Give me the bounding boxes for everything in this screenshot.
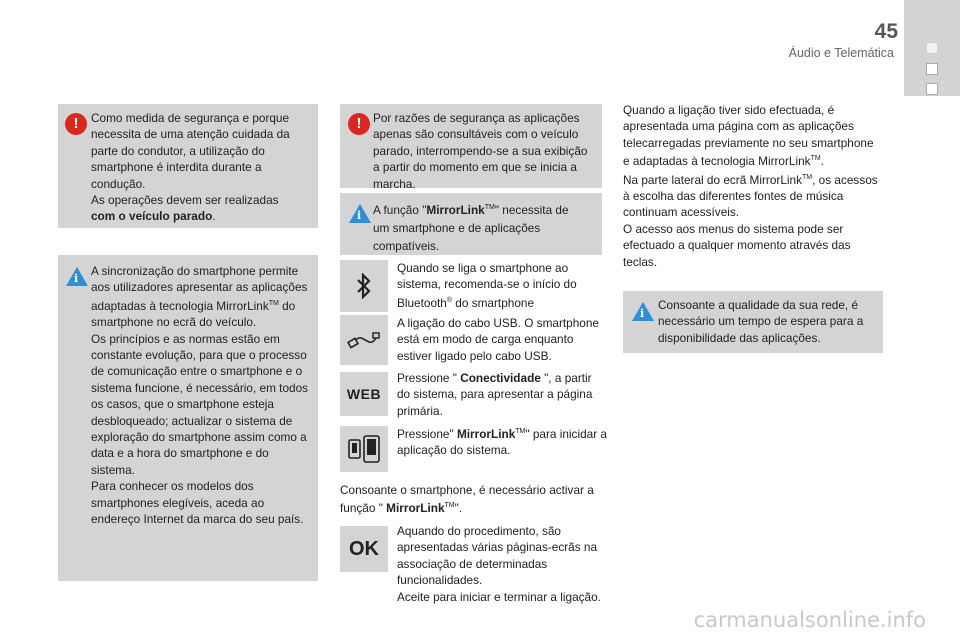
warning-text: Como medida de segurança e porque necessita de uma atenção cuidada da parte do condutor, a utilização do smartphone é interdita durante a condução. As operações devem ser realizadas com o veículo parado. <box>91 111 290 224</box>
page-number: 45 <box>874 20 898 43</box>
side-box-3 <box>926 83 938 95</box>
warning-box-driving <box>58 104 318 228</box>
bluetooth-icon <box>357 273 371 299</box>
mirrorlink-text: Pressione" MirrorLink™" para inicidar a aplicação do sistema. <box>397 426 607 458</box>
info-icon: i <box>349 204 371 223</box>
web-text: Pressione " Conectividade ", a partir do sistema, para apresentar a página primária. <box>397 371 593 418</box>
warning-icon: ! <box>65 113 87 135</box>
info-sync-text: A sincronização do smartphone permite aos utilizadores apresentar as aplicações adaptadas à tecnologia MirrorLink™ do smartphone no ecrã do veículo. Os princípios e as normas estão em constante evolução, para que o processo de comunicação entre o smartphone e o sistema funcione, é necessário, em todos os casos, que o smartphone esteja desbloqueado; actualizar o sistema de exploração do smartphone assim como a data e a hora do smartphone e do sistema. Para conhecer os modelos dos smartphones elegíveis, aceda ao endereço Internet da marca do seu país. <box>91 264 309 527</box>
info-network-text: Consoante a qualidade da sua rede, é necessário um tempo de espera para a disponibilidade das aplicações. <box>658 298 864 345</box>
info-box-mirrorlink <box>340 193 602 255</box>
info-box-network <box>623 291 883 353</box>
side-box-1 <box>926 42 938 54</box>
connected-text: Quando a ligação tiver sido efectuada, é apresentada uma página com as aplicações telecarregadas previamente no seu smartphone e adaptadas à tecnologia MirrorLink™. Na parte lateral do ecrã MirrorLink™, os acessos à escolha das diferentes fontes de música continuam acessíveis. O acesso aos menus do sistema pode ser efectuado a qualquer momento através das teclas. <box>623 103 878 269</box>
bluetooth-text: Quando se liga o smartphone ao sistema, recomenda-se o início do Bluetooth® do smartphone <box>397 261 577 310</box>
bluetooth-tile <box>340 260 388 312</box>
info-mirrorlink-text: A função "MirrorLink™" necessita de um smartphone e de aplicações compatíveis. <box>373 202 569 253</box>
ok-tile <box>340 526 388 572</box>
info-icon: i <box>632 302 654 321</box>
item-web <box>340 370 610 422</box>
ok-label: OK <box>349 537 379 560</box>
usb-text: A ligação do cabo USB. O smartphone está em modo de carga enquanto estiver ligado pelo cabo USB. <box>397 316 599 363</box>
mirrorlink-icon <box>347 434 381 464</box>
item-mirrorlink <box>340 424 610 476</box>
warning-apps-text: Por razões de segurança as aplicações apenas são consultáveis com o veículo parado, interrompendo-se a sua exibição a partir do momento em que se inicia a marcha. <box>373 111 588 191</box>
mirrorlink-tile <box>340 426 388 472</box>
usb-cable-icon <box>347 328 381 352</box>
warning-box-apps <box>340 104 602 191</box>
ok-text: Aquando do procedimento, são apresentadas várias páginas-ecrãs na associação de determinadas funcionalidades. Aceite para iniciar e terminar a ligação. <box>397 524 601 604</box>
web-label: WEB <box>346 386 382 402</box>
item-usb <box>340 315 610 370</box>
usb-tile <box>340 315 388 365</box>
section-title: Áudio e Telemática <box>788 46 894 60</box>
watermark: carmanualsonline.info <box>693 608 926 632</box>
info-box-sync <box>58 255 318 581</box>
activate-text: Consoante o smartphone, é necessário activar a função " MirrorLink™". <box>340 483 594 516</box>
warning-icon: ! <box>348 113 370 135</box>
info-icon: i <box>66 267 88 286</box>
web-tile <box>340 372 388 416</box>
item-ok <box>340 523 610 607</box>
side-box-2 <box>926 63 938 75</box>
item-bluetooth <box>340 260 610 315</box>
